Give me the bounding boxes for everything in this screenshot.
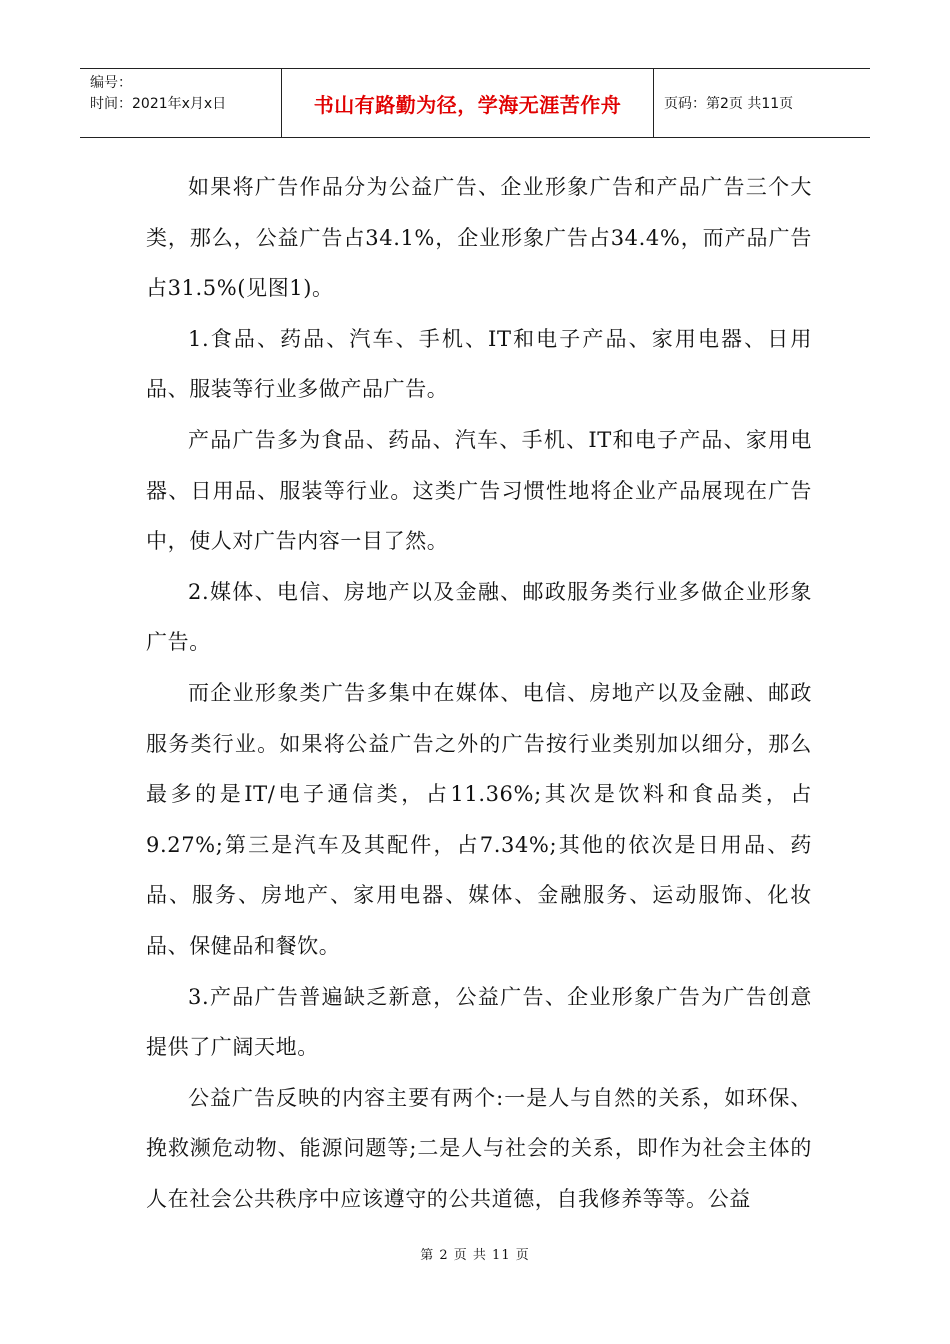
paragraph-5: 而企业形象类广告多集中在媒体、电信、房地产以及金融、邮政服务类行业。如果将公益广告之外的广告按行业类别加以细分，那么最多的是IT/电子通信类，占11.36%;其次是饮料和食品类，占9.27%;第三是汽车及其配件，占7.34%;其他的依次是日用品、药品、服务、房地产、家用电器、媒体、金融服务、运动服饰、化妆品、保健品和餐饮。 [146, 680, 812, 958]
header-motto: 书山有路勤为径，学海无涯苦作舟 [313, 92, 622, 117]
paragraph-1: 如果将广告作品分为公益广告、企业形象广告和产品广告三个大类，那么，公益广告占34.1%，企业形象广告占34.4%，而产品广告占31.5%(见图1)。 [146, 175, 812, 301]
header-motto-cell [282, 69, 654, 137]
header-number-label: 编号： [90, 75, 132, 91]
paragraph-3: 产品广告多为食品、药品、汽车、手机、IT和电子产品、家用电器、日用品、服装等行业。这类广告习惯性地将企业产品展现在广告中，使人对广告内容一目了然。 [146, 427, 812, 554]
paragraph-4: 2.媒体、电信、房地产以及金融、邮政服务类行业多做企业形象广告。 [146, 579, 812, 655]
header-meta-cell [80, 69, 282, 137]
header-time-label: 时间：2021年x月x日 [90, 96, 227, 112]
paragraph-2: 1.食品、药品、汽车、手机、IT和电子产品、家用电器、日用品、服装等行业多做产品广告。 [146, 326, 812, 402]
document-body [146, 162, 812, 1224]
paragraph-6: 3.产品广告普遍缺乏新意，公益广告、企业形象广告为广告创意提供了广阔天地。 [146, 984, 812, 1060]
header-page-cell [654, 69, 870, 137]
page-footer: 第 2 页 共 11 页 [420, 1248, 530, 1263]
document-header [80, 68, 870, 138]
paragraph-7: 公益广告反映的内容主要有两个:一是人与自然的关系，如环保、挽救濒危动物、能源问题等;二是人与社会的关系，即作为社会主体的人在社会公共秩序中应该遵守的公共道德，自我修养等等。公益 [146, 1085, 812, 1211]
header-page-code: 页码：第2页 共11页 [664, 96, 794, 112]
